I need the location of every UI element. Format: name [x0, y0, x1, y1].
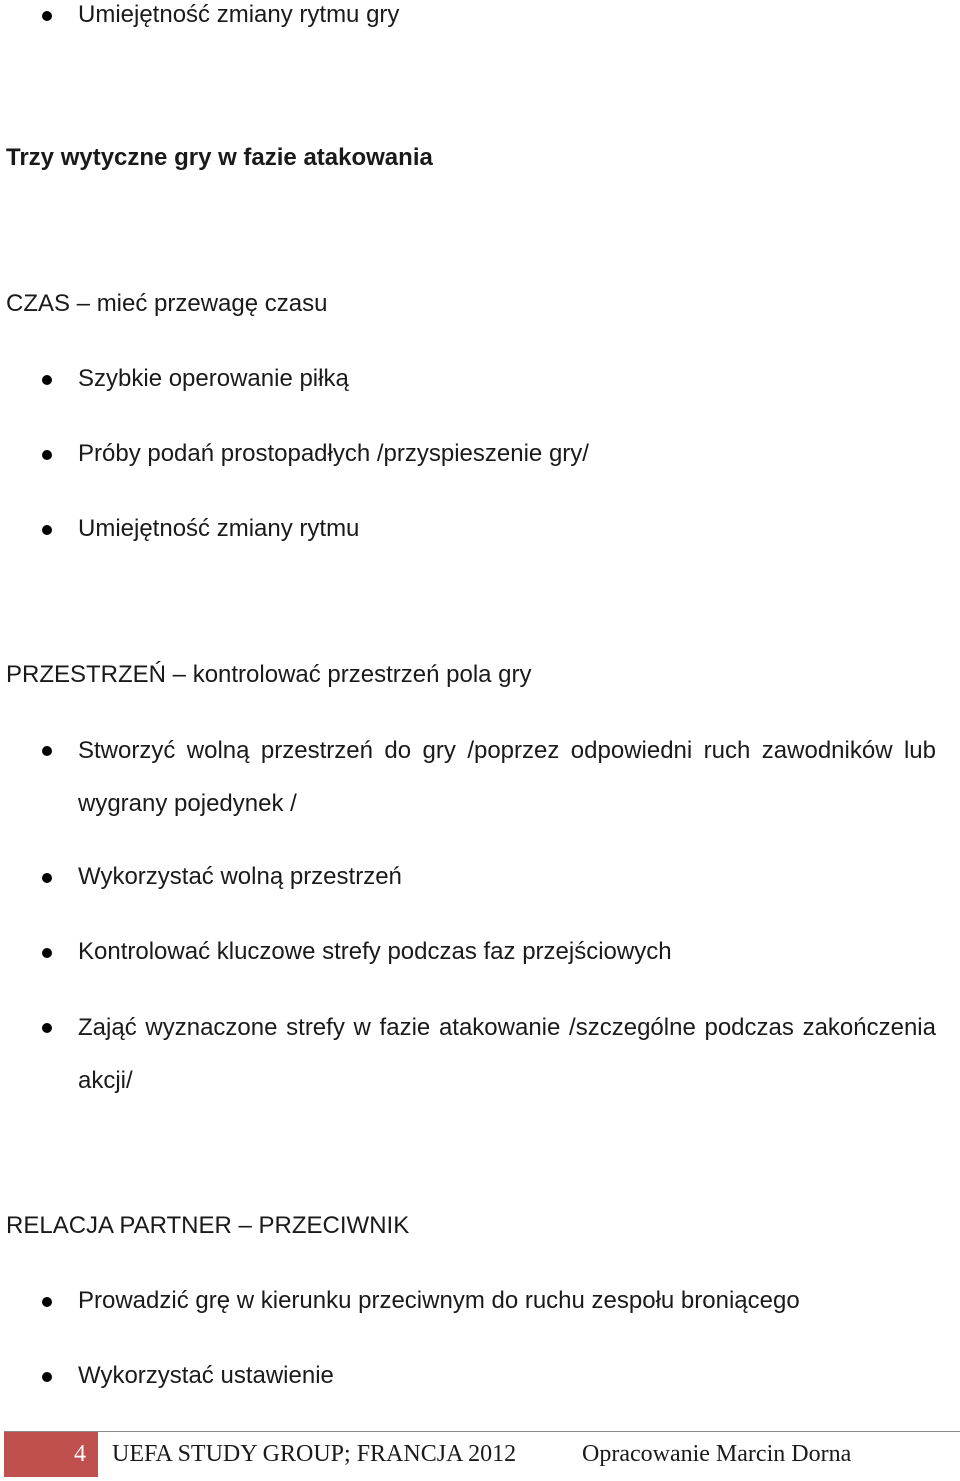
- section-title-przestrzen: PRZESTRZEŃ – kontrolować przestrzeń pola gry: [6, 661, 532, 688]
- page-number: 4: [74, 1441, 86, 1467]
- list-item-text: Prowadzić grę w kierunku przeciwnym do ruchu zespołu broniącego: [78, 1287, 800, 1314]
- footer-divider: [4, 1431, 960, 1432]
- list-item-text: Szybkie operowanie piłką: [78, 365, 349, 392]
- bullet-icon: [42, 746, 52, 756]
- bullet-icon: [42, 375, 52, 385]
- list-item-text: Umiejętność zmiany rytmu: [78, 515, 360, 542]
- list-item-text: Wykorzystać wolną przestrzeń: [78, 863, 402, 890]
- bullet-icon: [42, 11, 52, 21]
- bullet-icon: [42, 948, 52, 958]
- bullet-icon: [42, 450, 52, 460]
- list-item-text: Umiejętność zmiany rytmu gry: [78, 1, 400, 28]
- list-item-text: Zająć wyznaczone strefy w fazie atakowanie /szczególne podczas zakończenia akcji/: [78, 1014, 936, 1094]
- bullet-icon: [42, 525, 52, 535]
- section-heading: Trzy wytyczne gry w fazie atakowania: [6, 144, 433, 171]
- bullet-icon: [42, 1372, 52, 1382]
- section-title-relacja: RELACJA PARTNER – PRZECIWNIK: [6, 1212, 410, 1239]
- footer-left-text: UEFA STUDY GROUP; FRANCJA 2012: [112, 1441, 517, 1467]
- list-item-text: Wykorzystać ustawienie: [78, 1362, 334, 1389]
- footer-right-text: Opracowanie Marcin Dorna: [582, 1441, 852, 1467]
- list-item-text: Stworzyć wolną przestrzeń do gry /poprzez odpowiedni ruch zawodników lub wygrany pojedynek /: [78, 737, 936, 817]
- page-footer: [0, 1431, 960, 1479]
- list-item-text: Próby podań prostopadłych /przyspieszenie gry/: [78, 440, 589, 467]
- bullet-icon: [42, 1023, 52, 1033]
- section-title-czas: CZAS – mieć przewagę czasu: [6, 290, 328, 317]
- bullet-icon: [42, 873, 52, 883]
- bullet-icon: [42, 1297, 52, 1307]
- list-item-text: Kontrolować kluczowe strefy podczas faz przejściowych: [78, 938, 672, 965]
